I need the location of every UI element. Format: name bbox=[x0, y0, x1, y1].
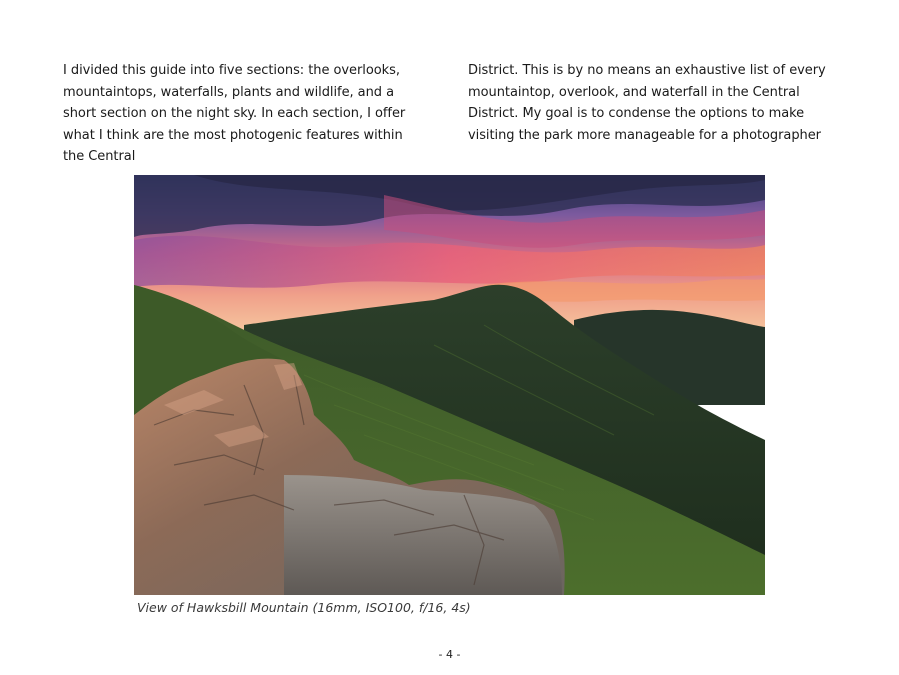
photo-caption: View of Hawksbill Mountain (16mm, ISO100, f/16, 4s) bbox=[137, 600, 471, 615]
landscape-photo bbox=[134, 175, 765, 595]
left-column-text: I divided this guide into five sections: the overlooks, mountaintops, waterfalls, plants and wildlife, and a short section on the night sky. In each section, I offer what I think are the most photogenic features within the Central bbox=[63, 63, 406, 164]
right-column bbox=[468, 60, 828, 168]
left-column bbox=[63, 60, 427, 168]
text-columns bbox=[63, 60, 828, 168]
page-number: - 4 - bbox=[438, 648, 461, 661]
right-column-text: District. This is by no means an exhaustive list of every mountaintop, overlook, and waterfall in the Central District. My goal is to condense the options to make visiting the park more manageable for a photographer bbox=[468, 63, 826, 143]
